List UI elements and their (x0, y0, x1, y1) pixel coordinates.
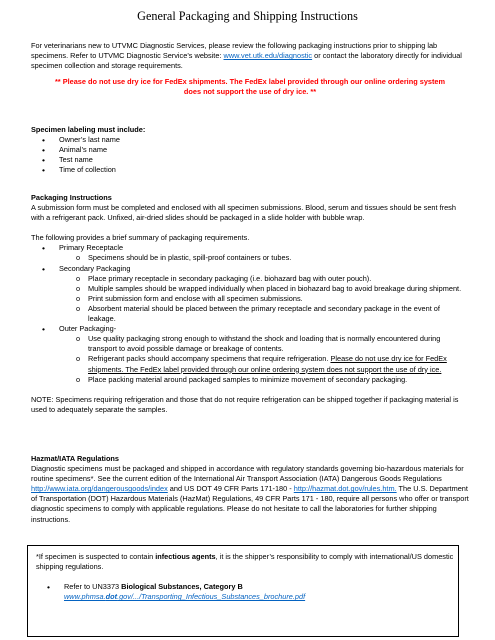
phmsa-link-line (36, 592, 454, 602)
un3373-item (36, 582, 454, 592)
box-content (36, 552, 454, 602)
un3373-text: Refer to UN3373 (64, 582, 122, 592)
dry-ice-warning (31, 77, 469, 97)
intro-paragraph (31, 41, 469, 71)
outer-packaging-label: • Outer Packaging- (31, 324, 469, 334)
intro-text-1: For veterinarians new to UTVMC Diagnostic Services, please review the following packaging instructions prior to shipping lab specimens. Refer to UTVMC Diagnostic Service’s website: (31, 41, 438, 61)
phmsa-link[interactable] (64, 592, 305, 601)
packaging-paragraph: A submission form must be completed and enclosed with all specimen submissions. Blood, serum and tissues should be sent fresh with a refrigerant pack. Unfixed, air-dried slides should be packaged in a slide holder with bubble wrap. (31, 203, 456, 223)
labeling-heading: Specimen labeling must include: (31, 125, 146, 134)
hazmat-text-3: The U.S. Department of Transportation (DOT) Hazardous Materials (HazMat) Regulations, 49 CFR Parts 171 - 180, require all persons who offer or transport diagnostic specimens to comply with applicable regulations. Please do not hesitate to call the laboratories for further shipping instructions. (31, 484, 469, 524)
labeling-section (31, 125, 469, 175)
packaging-note: NOTE: Specimens requiring refrigeration and those that do not require refrigeration can be shipped together if packaging material is used to adequately separate the samples. (31, 394, 459, 414)
box-text-2: , it is the shipper’s responsibility to comply with international/US domestic shipping regulations. (36, 552, 454, 572)
outer-item: o Place packing material around packaged samples to minimize movement of secondary packaging. (31, 375, 469, 385)
labeling-item: • Animal’s name (31, 145, 469, 155)
warning-line-2: does not support the use of dry ice. ** (183, 87, 317, 97)
packaging-summary: The following provides a brief summary of packaging requirements. (31, 233, 250, 243)
primary-item: o Specimens should be in plastic, spill-proof containers or tubes. (31, 253, 469, 263)
labeling-item: • Time of collection (31, 165, 469, 175)
primary-receptacle-label: • Primary Receptacle (31, 243, 469, 253)
iata-link[interactable]: http://www.iata.org/dangerousgoods/index (31, 484, 168, 494)
box-bold-1: infectious agents (155, 552, 216, 561)
hazmat-section (31, 454, 469, 525)
packaging-section (31, 193, 469, 415)
labeling-item: • Owner’s last name (31, 135, 469, 145)
secondary-item: o Absorbent material should be placed between the primary receptacle and secondary package in the event of leakage. (31, 304, 469, 324)
outer-item-2-underlined: Please do not use dry ice for FedEx shipments. The FedEx label provided through our online ordering system does not support the use of dry ice. (88, 354, 447, 374)
hazmat-text-2: and US DOT 49 CFR Parts 171-180 - (167, 484, 294, 494)
hazmat-dot-link[interactable]: http://hazmat.dot.gov/rules.htm. (293, 484, 397, 494)
secondary-item: o Print submission form and enclose with all specimen submissions. (31, 294, 469, 304)
intro-text-2: or contact the laboratory directly for individual specimen collection and storage requirements. (31, 51, 462, 71)
phmsa-link-part-c[interactable]: .gov/.../Transporting_Infectious_Substances_brochure.pdf (117, 592, 306, 602)
secondary-item: o Multiple samples should be wrapped individually when placed in biohazard bag to avoid breakage during shipment. (31, 284, 469, 294)
outer-item-refrigerant (31, 354, 469, 374)
box-text-1: *If specimen is suspected to contain (36, 552, 156, 561)
secondary-packaging-label: • Secondary Packaging (31, 264, 469, 274)
warning-line-1: ** Please do not use dry ice for FedEx shipments. The FedEx label provided through our online ordering system (54, 77, 446, 86)
secondary-item: o Place primary receptacle in secondary packaging (i.e. biohazard bag with outer pouch). (31, 274, 469, 284)
diagnostic-website-link[interactable]: www.vet.utk.edu/diagnostic (223, 51, 313, 61)
infectious-agents-box (27, 545, 459, 637)
un3373-bold: Biological Substances, Category B (121, 582, 243, 592)
hazmat-heading: Hazmat/IATA Regulations (31, 454, 119, 463)
hazmat-text-1: Diagnostic specimens must be packaged and shipped in accordance with regulatory standards governing bio-hazardous materials for routine specimens*. See the current edition of the International Air Transport Association (IATA) Dangerous Goods Regulations (31, 464, 464, 484)
page-title: General Packaging and Shipping Instructions (137, 9, 358, 23)
labeling-item: • Test name (31, 155, 469, 165)
phmsa-link-part-b[interactable]: dot (105, 592, 118, 602)
outer-item: o Use quality packaging strong enough to withstand the shock and loading that is normally encountered during transport to avoid possible damage or breakage of contents. (31, 334, 469, 354)
phmsa-link-part-a[interactable]: www.phmsa. (64, 592, 106, 602)
outer-item-2-text: Refrigerant packs should accompany specimens that require refrigeration. (88, 354, 331, 364)
packaging-heading: Packaging Instructions (31, 193, 112, 202)
